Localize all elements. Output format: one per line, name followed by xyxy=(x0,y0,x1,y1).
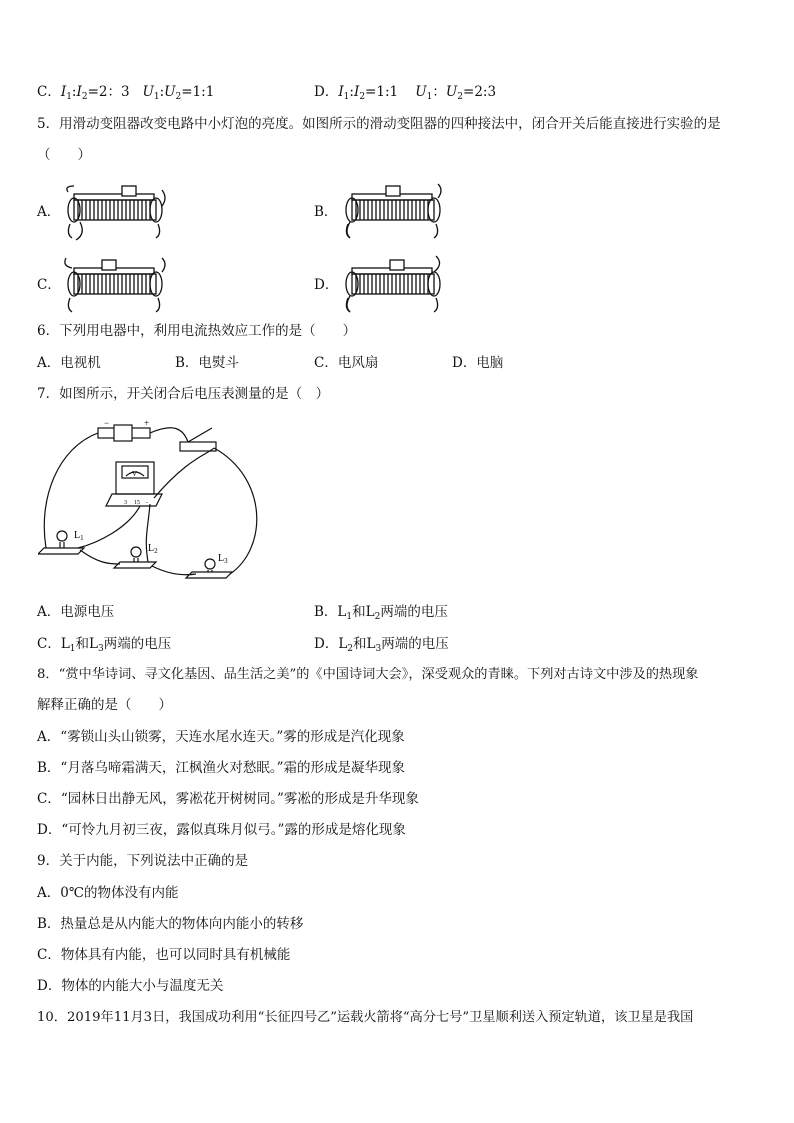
q4-option-c xyxy=(37,82,214,107)
subscript: 1 xyxy=(426,92,433,102)
q10-stem: 10．2019年11月3日，我国成功利用“长征四号乙”运载火箭将“高分七号”卫星顺利送入预定轨道，该卫星是我国 xyxy=(37,1010,694,1025)
label-l2: $L_2$ xyxy=(148,543,158,555)
terminal-15: 15 xyxy=(134,500,140,506)
q5-label-c: C． xyxy=(37,277,61,293)
rheostat-a-image xyxy=(62,180,168,242)
q9-option-b: B．热量总是从内能大的物体向内能小的转移 xyxy=(37,916,304,932)
q7-option-c: C．$L_1$和$L_3$两端的电压 xyxy=(37,636,172,654)
colon: : xyxy=(349,84,354,100)
ratio: =1:1 xyxy=(365,84,399,100)
label-l1: $L_1$ xyxy=(74,530,84,542)
q8-stem-line1: 8．“赏中华诗词、寻文化基因、品生活之美”的《中国诗词大会》，深受观众的青睐。下列对古诗文中涉及的热现象 xyxy=(37,667,699,682)
terminal-minus: - xyxy=(146,500,148,506)
q5-label-a: A． xyxy=(37,204,61,220)
rheostat-b-image xyxy=(340,180,446,242)
q7-stem: 7．如图所示，开关闭合后电压表测量的是（ ） xyxy=(37,386,330,402)
q9-stem: 9．关于内能，下列说法中正确的是 xyxy=(37,853,249,869)
subscript: 2 xyxy=(359,92,366,102)
q9-option-d: D．物体的内能大小与温度无关 xyxy=(37,978,224,994)
var-i: I xyxy=(76,84,82,100)
q6-option-d: D．电脑 xyxy=(452,355,504,371)
ratio: =1:1 xyxy=(181,84,215,100)
var-u: U xyxy=(445,84,458,100)
q7-option-b: B．$L_1$和$L_2$两端的电压 xyxy=(314,604,448,622)
q6-option-a: A．电视机 xyxy=(37,355,101,371)
subscript: 1 xyxy=(343,92,350,102)
q6-option-c: C．电风扇 xyxy=(314,355,379,371)
subscript: 2 xyxy=(175,92,182,102)
var-i: I xyxy=(338,84,344,100)
q8-option-b: B．“月落乌啼霜满天，江枫渔火对愁眠。”霜的形成是凝华现象 xyxy=(37,760,405,776)
q7-option-d: D．$L_2$和$L_3$两端的电压 xyxy=(314,636,449,654)
q6-stem: 6．下列用电器中，利用电流热效应工作的是（ ） xyxy=(37,323,357,339)
colon: : xyxy=(159,84,165,100)
ratio: =2:3 xyxy=(463,84,497,100)
subscript: 1 xyxy=(153,92,160,102)
q6-option-b: B．电熨斗 xyxy=(175,355,239,371)
var-u: U xyxy=(415,84,427,100)
var-u: U xyxy=(142,84,154,100)
q5-label-b: B． xyxy=(314,204,338,220)
voltmeter-symbol: V xyxy=(132,470,138,478)
subscript: 2 xyxy=(457,92,464,102)
option-letter: C． xyxy=(37,84,61,100)
var-u: U xyxy=(164,84,176,100)
colon: ： xyxy=(432,84,446,100)
terminal-3: 3 xyxy=(124,500,127,506)
q8-option-a: A．“雾锁山头山锁雾，天连水尾水连天。”雾的形成是汽化现象 xyxy=(37,729,405,745)
circuit-diagram xyxy=(38,418,260,580)
q8-option-d: D．“可怜九月初三夜，露似真珠月似弓。”露的形成是熔化现象 xyxy=(37,822,406,838)
ratio: =2：3 xyxy=(87,84,130,100)
q8-option-c: C．“园林日出静无风，雾凇花开树树同。”雾凇的形成是升华现象 xyxy=(37,791,419,807)
q8-stem-line2: 解释正确的是（ ） xyxy=(37,697,172,713)
var-i: I xyxy=(353,84,360,100)
q9-option-a: A．0℃的物体没有内能 xyxy=(37,885,179,901)
subscript: 1 xyxy=(66,92,72,102)
q4-option-d xyxy=(314,82,496,107)
q5-stem: 5．用滑动变阻器改变电路中小灯泡的亮度。如图所示的滑动变阻器的四种接法中，闭合开关后能直接进行实验的是 xyxy=(37,116,721,132)
colon: : xyxy=(71,84,77,100)
label-l3: $L_3$ xyxy=(218,553,228,565)
q9-option-c: C．物体具有内能，也可以同时具有机械能 xyxy=(37,947,291,963)
rheostat-c-image xyxy=(62,254,168,316)
q7-option-a: A．电源电压 xyxy=(37,604,115,620)
rheostat-d-image xyxy=(340,254,446,316)
q5-blank: （ ） xyxy=(37,147,91,163)
var-i: I xyxy=(60,84,67,100)
subscript: 2 xyxy=(81,92,88,102)
battery-minus-label: − xyxy=(104,418,110,428)
battery-plus-label: + xyxy=(144,418,150,428)
option-letter: D． xyxy=(314,84,339,100)
q5-label-d: D． xyxy=(314,277,339,293)
